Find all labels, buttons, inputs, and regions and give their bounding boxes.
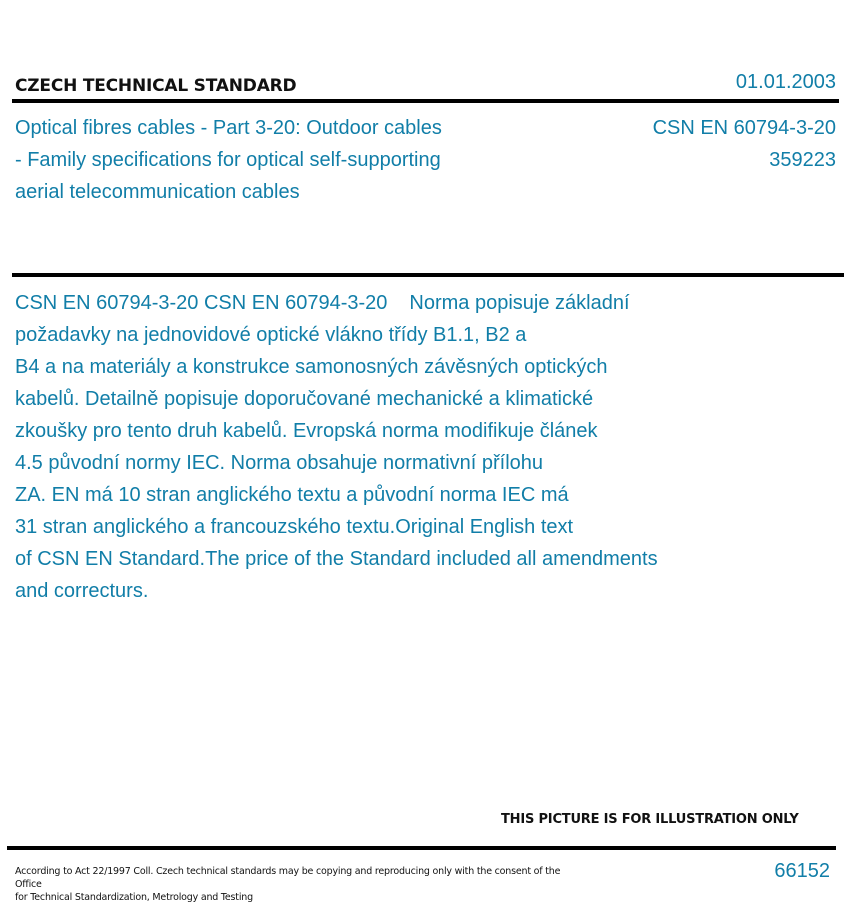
abstract-line: 4.5 původní normy IEC. Norma obsahuje normativní přílohu: [15, 452, 544, 474]
abstract-lead: CSN EN 60794-3-20 CSN EN 60794-3-20: [15, 292, 388, 314]
abstract-line: 31 stran anglického a francouzského textu.Original English text: [15, 516, 574, 538]
legal-notice: [15, 865, 585, 904]
header-divider: [12, 99, 839, 103]
standard-title-line: Optical fibres cables - Part 3-20: Outdoor cables: [15, 117, 442, 139]
abstract-line: B4 a na materiály a konstrukce samonosných závěsných optických: [15, 356, 608, 378]
illustration-disclaimer: THIS PICTURE IS FOR ILLUSTRATION ONLY: [501, 812, 799, 827]
standard-title-line: aerial telecommunication cables: [15, 181, 300, 203]
standard-identifier: [653, 112, 836, 176]
abstract-line: ZA. EN má 10 stran anglického textu a původní norma IEC má: [15, 484, 569, 506]
abstract-line: požadavky na jednovidové optické vlákno třídy B1.1, B2 a: [15, 324, 527, 346]
document-number: 66152: [774, 860, 830, 882]
legal-notice-line: According to Act 22/1997 Coll. Czech technical standards may be copying and reproducing only with the consent of the Office: [15, 866, 561, 890]
abstract-line: and correcturs.: [15, 580, 149, 602]
document-category-label: CZECH TECHNICAL STANDARD: [15, 76, 297, 96]
footer-divider: [7, 846, 836, 850]
publication-date: 01.01.2003: [735, 71, 836, 93]
abstract-line: zkoušky pro tento druh kabelů. Evropská norma modifikuje článek: [15, 420, 598, 442]
standard-title: [15, 112, 495, 208]
abstract-line: [15, 287, 715, 319]
title-divider: [12, 273, 844, 277]
standard-code: CSN EN 60794-3-20: [652, 117, 836, 139]
standard-abstract: [15, 287, 715, 607]
abstract-text: Norma popisuje základní: [409, 292, 630, 314]
classification-number: 359223: [769, 149, 836, 171]
standard-title-line: - Family specifications for optical self-supporting: [15, 149, 441, 171]
legal-notice-line: for Technical Standardization, Metrology and Testing: [15, 892, 253, 903]
abstract-line: of CSN EN Standard.The price of the Standard included all amendments: [15, 548, 658, 570]
abstract-line: kabelů. Detailně popisuje doporučované mechanické a klimatické: [15, 388, 594, 410]
